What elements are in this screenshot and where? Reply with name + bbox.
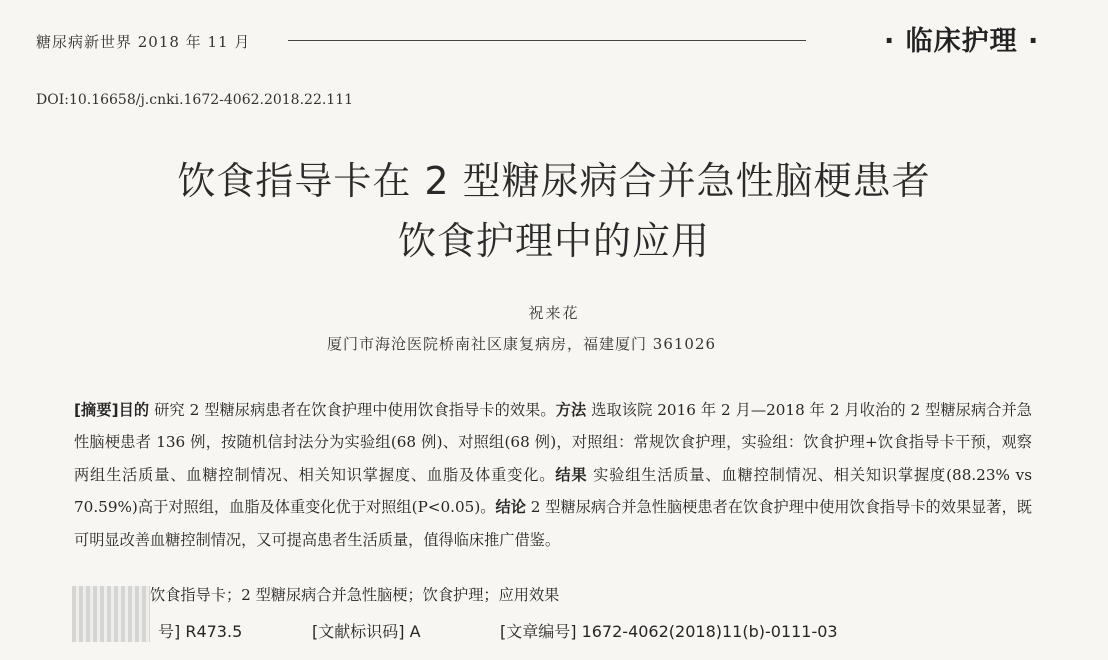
abstract-label: [摘要] <box>74 401 119 419</box>
conclusion-label: 结论 <box>495 498 526 517</box>
result-label: 结果 <box>555 465 588 484</box>
objective-text: 研究 2 型糖尿病患者在饮食护理中使用饮食指导卡的效果。 <box>149 401 556 419</box>
method-text: 选取该院 2016 年 2 月—2018 年 2 月收治的 2 型糖尿病合并急性脑梗患者 136 例，按随机信封法分为实验组(68 例)、对照组(68 例)，对照组：常规饮食护理，实验组：饮食护理+饮食指导卡干预，观察两组生活质量、血糖控制情况、相关知识掌握度、血脂及体重变化。 <box>74 401 1032 484</box>
conclusion-text: 2 型糖尿病合并急性脑梗患者在饮食护理中使用饮食指导卡的效果显著，既可明显改善血糖控制情况，又可提高患者生活质量，值得临床推广借鉴。 <box>74 498 1032 549</box>
result-text: 实验组生活质量、血糖控制情况、相关知识掌握度(88.23% vs 70.59%)高于对照组，血脂及体重变化优于对照组(P<0.05)。 <box>74 465 1032 517</box>
doi-line: DOI:10.16658/j.cnki.1672-4062.2018.22.111 <box>36 92 354 108</box>
author: 祝来花 <box>528 304 580 322</box>
article-number: [文章编号] 1672-4062(2018)11(b)-0111-03 <box>500 622 838 641</box>
section-label: · 临床护理 · <box>884 26 1040 57</box>
document-code: [文献标识码] A <box>312 622 421 641</box>
article-title-line-2: 饮食护理中的应用 <box>397 219 710 263</box>
abstract <box>74 394 1032 556</box>
keywords: 饮食指导卡；2 型糖尿病合并急性脑梗；饮食护理；应用效果 <box>150 586 560 604</box>
affiliation: 厦门市海沧医院桥南社区康复病房，福建厦门 361026 <box>327 335 717 353</box>
method-label: 方法 <box>555 401 587 419</box>
clc-number: 号] R473.5 <box>158 622 243 641</box>
journal-header: 糖尿病新世界 2018 年 11 月 <box>36 33 251 51</box>
objective-label: 目的 <box>118 401 150 419</box>
article-title-line-1: 饮食指导卡在 2 型糖尿病合并急性脑梗患者 <box>177 159 931 203</box>
header-rule <box>288 40 806 41</box>
redacted-label-block <box>72 586 150 642</box>
